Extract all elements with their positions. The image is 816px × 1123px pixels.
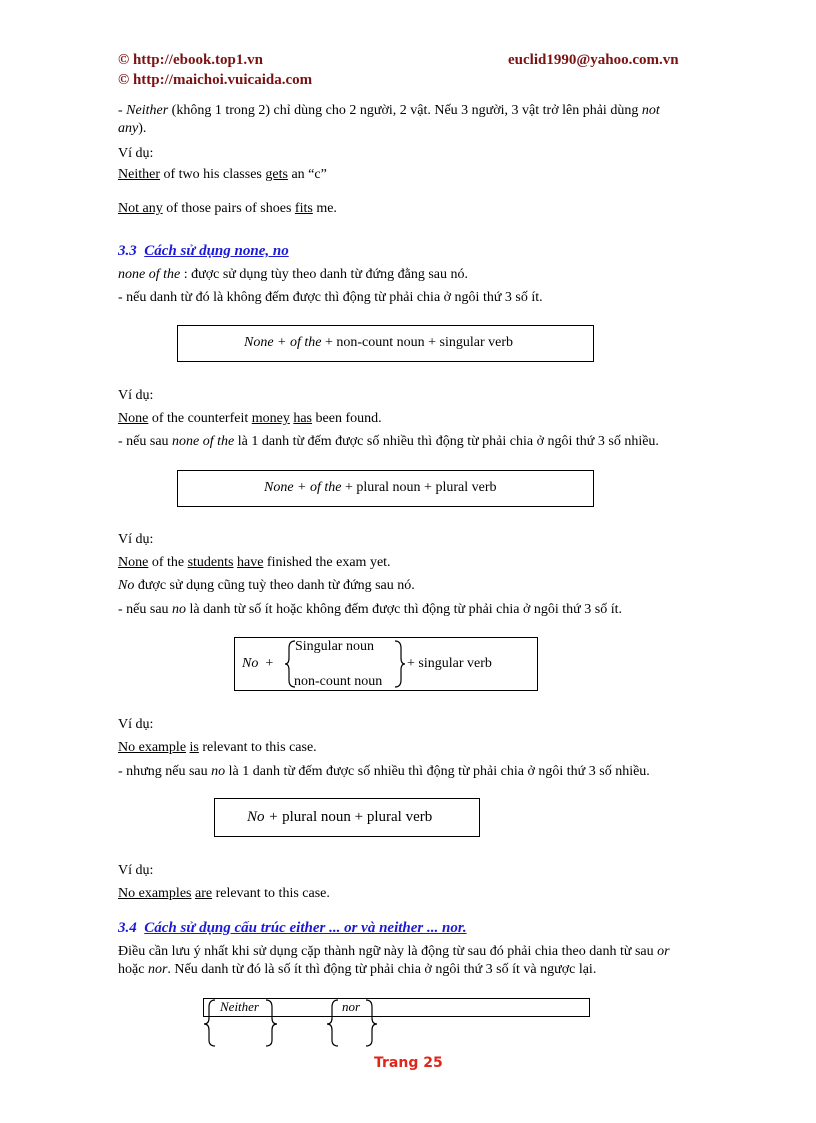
formula-box-no-plural [214,798,480,837]
example-sentence: Not any of those pairs of shoes fits me. [118,201,337,216]
example-sentence: No example is relevant to this case. [118,740,317,755]
example-label: Ví dụ: [118,717,154,732]
formula-option-noncount: non-count noun [294,674,383,689]
formula-text: None + of the + plural noun + plural verb [264,480,497,495]
neither-rule-line2: any). [118,121,147,136]
either-or-paragraph-line1: Điều cần lưu ý nhất khi sử dụng cặp thành ngữ này là động từ sau đó phải chia theo danh từ sau or [118,944,670,959]
example-sentence: None of the counterfeit money has been found. [118,411,382,426]
formula-option-singular: Singular noun [295,639,374,654]
rule-no-singular: - nếu sau no là danh từ số ít hoặc không đếm được thì động từ phải chia ở ngôi thứ 3 số ít. [118,602,622,617]
formula-box-none-plural [177,470,594,507]
section-heading-3-4: 3.4 Cách sử dụng cấu trúc either ... or và neither ... nor. [118,920,467,936]
formula-box-neither-nor [203,998,590,1017]
header-email[interactable]: euclid1990@yahoo.com.vn [508,52,679,68]
formula-text: None + of the + non-count noun + singular verb [244,335,514,350]
rule-no-plural: - nhưng nếu sau no là 1 danh từ đếm được số nhiều thì động từ phải chia ở ngôi thứ 3 số nhiều. [118,764,650,779]
left-brace-icon [203,998,217,1048]
header-link-maichoi[interactable]: © http://maichoi.vuicaida.com [118,72,313,88]
either-or-paragraph-line2: hoặc nor. Nếu danh từ đó là số ít thì động từ phải chia ở ngôi thứ 3 số ít và ngược lại. [118,962,597,977]
none-of-the-intro: none of the : được sử dụng tùy theo danh từ đứng đằng sau nó. [118,267,468,282]
formula-text: No + plural noun + plural verb [247,809,433,825]
rule-plural: - nếu sau none of the là 1 danh từ đếm được số nhiều thì động từ phải chia ở ngôi thứ 3 số nhiều. [118,434,659,449]
formula-nor: nor [342,999,361,1014]
example-label: Ví dụ: [118,388,154,403]
formula-box-none-noncount [177,325,594,362]
right-brace-icon [364,998,378,1048]
example-label: Ví dụ: [118,532,154,547]
formula-no: No + [242,656,274,671]
example-sentence: None of the students have finished the exam yet. [118,555,391,570]
formula-box-no-singular [234,637,538,691]
section-heading-3-3: 3.3 Cách sử dụng none, no [118,243,289,259]
right-brace-icon [264,998,278,1048]
left-brace-icon [326,998,340,1048]
neither-rule-line1: - Neither (không 1 trong 2) chỉ dùng cho 2 người, 2 vật. Nếu 3 người, 3 vật trở lên phải dùng not [118,103,660,118]
example-sentence: No examples are relevant to this case. [118,886,330,901]
example-label: Ví dụ: [118,863,154,878]
formula-neither: Neither [220,999,259,1014]
formula-tail: + singular verb [407,656,492,671]
example-sentence: Neither of two his classes gets an “c” [118,167,327,182]
page-number: Trang 25 [374,1055,443,1071]
header-link-ebook[interactable]: © http://ebook.top1.vn [118,52,263,68]
no-intro: No được sử dụng cũng tuỳ theo danh từ đứng sau nó. [118,578,415,593]
right-brace-icon [394,640,406,688]
rule-uncountable: - nếu danh từ đó là không đếm được thì động từ phải chia ở ngôi thứ 3 số ít. [118,290,543,305]
example-label: Ví dụ: [118,146,154,161]
